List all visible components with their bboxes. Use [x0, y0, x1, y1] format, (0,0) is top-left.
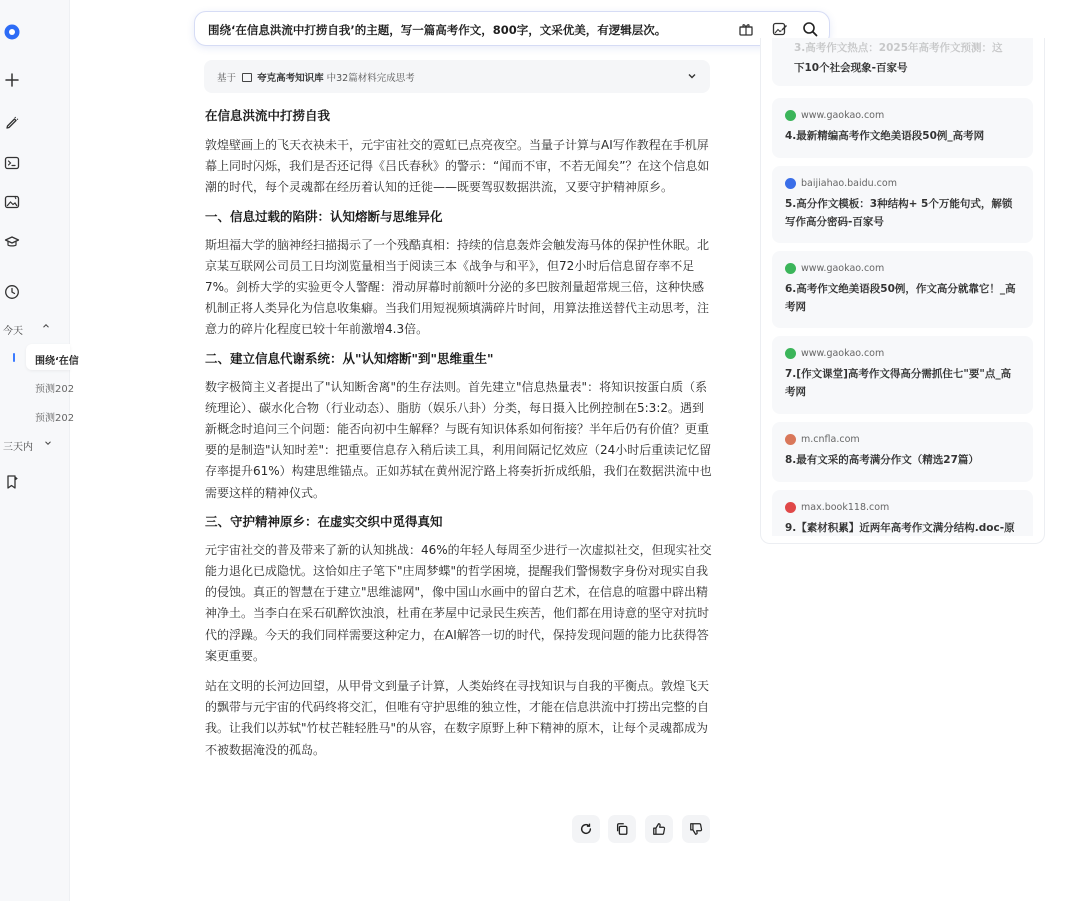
site-favicon-icon — [785, 502, 796, 513]
thinking-source-text — [217, 70, 415, 84]
reference-domain: baijiahao.baidu.com — [801, 178, 897, 189]
image-edit-icon[interactable] — [771, 20, 789, 38]
new-chat-icon[interactable] — [4, 72, 20, 88]
section-heading: 三、守护精神原乡：在虚实交织中觅得真知 — [205, 513, 443, 529]
section-paragraph: 数字极简主义者提出了"认知断舍离"的生存法则。首先建立"信息热量表"：将知识按蛋白质（系统理论）、碳水化合物（行业动态）、脂肪（娱乐八卦）分类，每日摄入比例控制在5:3:2。遇到新概念时追问三个问题：能否向初中生解释？与既有知识体系如何衔接？半年后仍有价值？更重要的是制造"认知时差"：把重要信息存入稍后读工具，利用间隔记忆效应（24小时后重读记忆留存率提升61%）构建思维锚点。正如苏轼在黄州泥泞路上将奏折折成纸船，我们在数据洪流中也需要这样的精神仪式。 — [205, 379, 712, 500]
reference-card[interactable] — [772, 490, 1033, 536]
site-favicon-icon — [785, 110, 796, 121]
dislike-button[interactable] — [682, 815, 710, 843]
answer-article — [205, 106, 713, 768]
reference-card[interactable] — [772, 422, 1033, 482]
logo-icon[interactable] — [4, 24, 20, 40]
article-conclusion: 站在文明的长河边回望，从甲骨文到量子计算，人类始终在寻找知识与自我的平衡点。敦煌飞天的飘带与元宇宙的代码终将交汇，但唯有守护思维的独立性，才能在信息洪流中打捞出完整的自我。让我们以苏轼"竹杖芒鞋轻胜马"的从容，在数字原野上种下精神的原木，让每个灵魂都成为不被数据淹没的孤岛。 — [205, 679, 710, 757]
reference-card[interactable] — [772, 251, 1033, 328]
reference-title: 5.高分作文模板：3种结构+ 5个万能句式，解锁写作高分密码-百家号 — [785, 198, 1013, 228]
sidebar-item-label[interactable]: 围绕‘在信 — [35, 356, 79, 367]
search-icon[interactable] — [801, 20, 819, 38]
active-indicator — [13, 353, 15, 362]
reference-card[interactable] — [772, 336, 1033, 414]
chevron-down-icon[interactable] — [686, 70, 698, 82]
image-icon[interactable] — [4, 194, 20, 210]
section-paragraph: 斯坦福大学的脑神经扫描揭示了一个残酷真相：持续的信息轰炸会触发海马体的保护性休眠。北京某互联网公司员工日均浏览量相当于阅读三本《战争与和平》，但72小时后信息留存率不足7%。剑桥大学的实验更令人警醒：滑动屏幕时前额叶分泌的多巴胺剂量超常规三倍，这种快感机制正将人类异化为信息收集癖。当我们用短视频填满碎片时间，用算法推送替代主动思考，注意力的碎片化程度已较十年前激增4.3倍。 — [205, 237, 710, 337]
thinking-prefix: 基于 — [217, 73, 237, 84]
terminal-icon[interactable] — [4, 155, 20, 171]
chevron-down-icon[interactable] — [42, 437, 54, 449]
gift-icon[interactable] — [737, 20, 755, 38]
thumbs-down-icon — [689, 822, 703, 836]
section-heading: 一、信息过载的陷阱：认知熔断与思维异化 — [205, 208, 443, 224]
reference-title: 4.最新精编高考作文绝美语段50例_高考网 — [785, 130, 985, 142]
reference-domain: www.gaokao.com — [801, 110, 885, 121]
article-intro: 敦煌壁画上的飞天衣袂未干，元宇宙社交的霓虹已点亮夜空。当量子计算与AI写作教程在手机屏幕上同时闪烁，我们是否还记得《吕氏春秋》的警示：“闻而不审，不若无闻矣”？在这个信息如潮的时代，每个灵魂都在经历着认知的迁徙——既要驾驭数据洪流，又要守护精神原乡。 — [205, 138, 710, 195]
site-favicon-icon — [785, 348, 796, 359]
reference-domain: m.cnfla.com — [801, 434, 860, 445]
thumbs-up-icon — [652, 822, 666, 836]
copy-button[interactable] — [608, 815, 636, 843]
search-query[interactable]: 围绕‘在信息洪流中打捞自我’的主题，写一篇高考作文，800字，文采优美，有逻辑层次。 — [208, 23, 667, 37]
refresh-icon — [579, 822, 593, 836]
reference-title: 7.[作文课堂]高考作文得高分需抓住七"要"点_高考网 — [785, 368, 1012, 398]
section-heading: 二、建立信息代谢系统：从"认知熔断"到"思维重生" — [205, 350, 494, 366]
chevron-up-icon[interactable] — [40, 320, 52, 332]
sidebar-item-label[interactable]: 预测202 — [35, 384, 75, 395]
reference-title-cut: 3.高考作文热点：2025年高考作文预测：这 — [794, 42, 1003, 54]
sidebar — [0, 0, 79, 901]
graduation-cap-icon[interactable] — [4, 234, 20, 250]
reference-card[interactable] — [772, 166, 1033, 243]
history-icon[interactable] — [4, 284, 20, 300]
reference-title: 下10个社会现象-百家号 — [794, 62, 908, 74]
regenerate-button[interactable] — [572, 815, 600, 843]
reference-domain: max.book118.com — [801, 502, 890, 513]
reference-title: 6.高考作文绝美语段50例，作文高分就靠它！_高考网 — [785, 283, 1016, 313]
reference-card[interactable] — [772, 98, 1033, 158]
section-paragraph: 元宇宙社交的普及带来了新的认知挑战：46%的年轻人每周至少进行一次虚拟社交，但现实社交能力退化已成隐忧。这恰如庄子笔下"庄周梦蝶"的哲学困境，提醒我们警惕数字身份对现实自我的侵蚀。真正的智慧在于建立"思维滤网"，像中国山水画中的留白艺术，在信息的喧嚣中辟出精神净土。当李白在采石矶醉饮浊浪，杜甫在茅屋中记录民生疾苦，他们都在用诗意的坚守对抗时代的浮躁。今天的我们同样需要这种定力，在AI解答一切的时代，保持发现问题的能力比获得答案更重要。 — [205, 542, 712, 663]
reference-title: 9.【素材积累】近两年高考作文满分结构.doc-原 — [785, 522, 1015, 534]
like-button[interactable] — [645, 815, 673, 843]
group-today-label: 今天 — [3, 326, 23, 337]
reference-domain: www.gaokao.com — [801, 263, 885, 274]
bookmark-icon[interactable] — [4, 474, 20, 490]
copy-icon — [615, 822, 629, 836]
reference-title: 8.最有文采的高考满分作文（精选27篇） — [785, 454, 979, 466]
article-title: 在信息洪流中打捞自我 — [205, 108, 331, 123]
paw-icon — [785, 178, 796, 189]
sidebar-item-label[interactable]: 预测202 — [35, 413, 75, 424]
group-three-days-label: 三天内 — [3, 442, 33, 453]
site-favicon-icon — [785, 263, 796, 274]
search-bar[interactable] — [194, 11, 830, 46]
book-icon — [242, 73, 252, 82]
pen-icon[interactable] — [4, 115, 20, 131]
site-favicon-icon — [785, 434, 796, 445]
thinking-suffix: 中32篇材料完成思考 — [326, 73, 415, 84]
thinking-source-name: 夸克高考知识库 — [257, 73, 324, 84]
reference-domain: www.gaokao.com — [801, 348, 885, 359]
thinking-source-panel[interactable] — [204, 60, 710, 93]
